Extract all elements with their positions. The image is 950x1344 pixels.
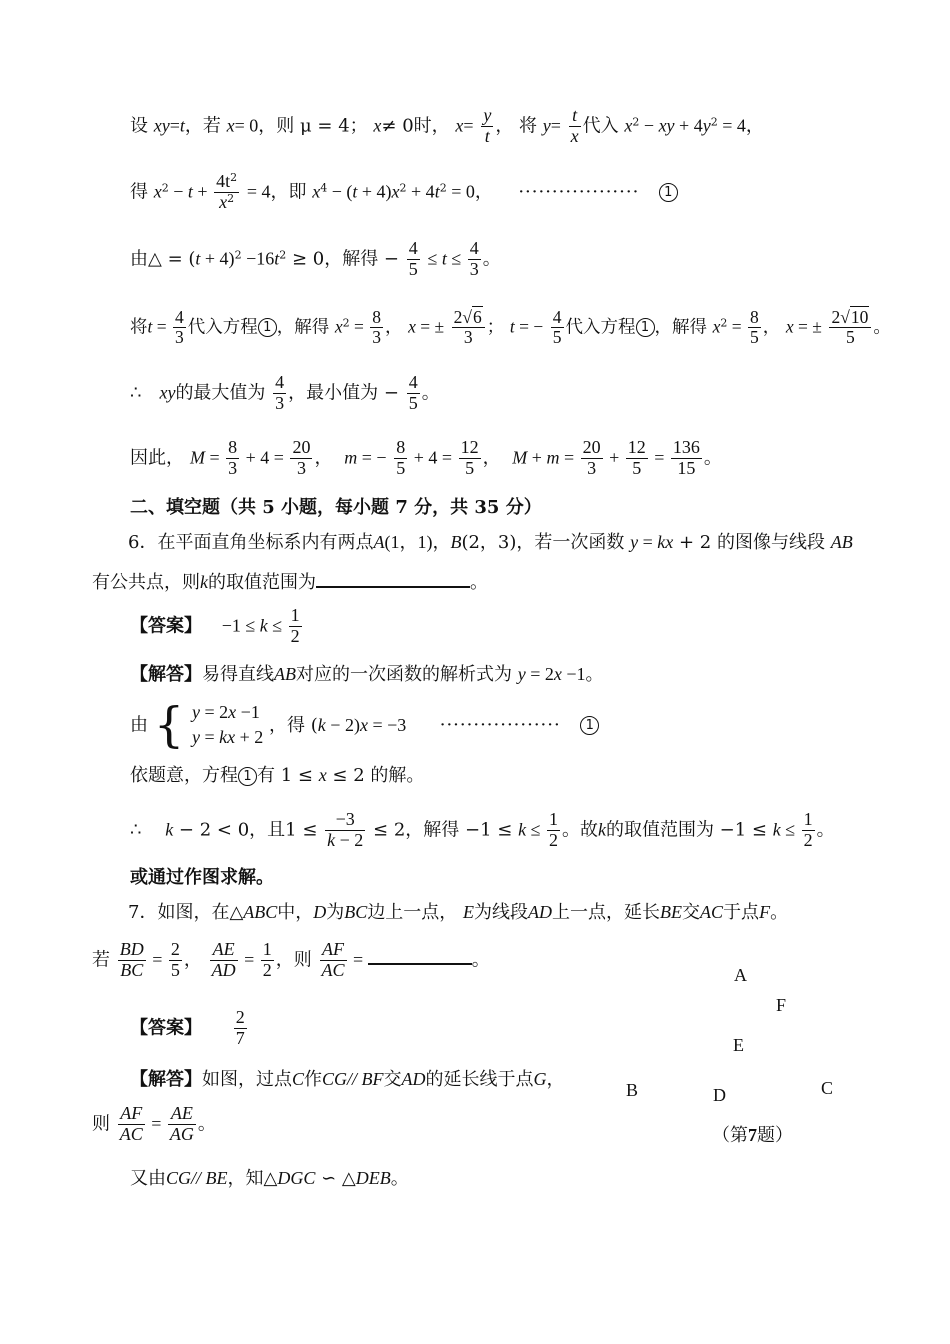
alternative-note: 或通过作图求解。 [130,867,274,888]
condition-line: 依题意，方程 1 有 1 ≤ x ≤ 2 的解。 [130,765,425,786]
answer-6: 【答案】 −1 ≤ k ≤ $\frac{1}{2}$ [130,605,300,646]
figure-label-A: A [734,965,747,985]
solution-label: 【解答】 [130,664,202,685]
fraction-2-5: $\frac{2}{5}$ [170,939,180,980]
fraction-4-3: $\frac{4}{3}$ [175,307,184,348]
fraction-8-5: $\frac{8}{5}$ [750,307,759,348]
figure-caption: （第7题） [712,1125,793,1146]
solution-7-line-1: 【解答】如图，过点C作CG// BF交AD的延长线于点G， [130,1069,565,1090]
answer-label: 【答案】 [130,615,202,637]
fraction-20-3: $\frac{20}{3}$ [582,437,601,478]
line-discriminant: 由△ = $(t + 4)^2 -16t^2 \ge 0$，解得 − $\frac{4}{5}$ ≤ t ≤ $\frac{4}{3}$ 。 [130,238,501,279]
fraction-4-3: $\frac{4}{3}$ [469,238,479,279]
line-substitution: 设 xy=t，若 x= 0，则 μ = 4； x≠ 0时， x= $\frac{y}{t}$ ， 将 y= $\frac{t}{x}$ 代入 $x^2$ − xy + $4y^2 = 4$， [130,105,764,146]
figure-label-C: C [821,1078,834,1098]
solution-6-line-1: 【解答】易得直线AB对应的一次函数的解析式为 y = 2x −1。 [130,664,604,685]
line-M-plus-m: 因此， M = $\frac{8}{3}$ + 4 = $\frac{20}{3}$ ， m = − $\frac{8}{5}$ + 4 = $\frac{12}{5}$ ， M + m = $\frac{20}{3}$ + $\frac{12}{5}$ = $\frac{136}{15}$ 。 [130,437,722,478]
circled-number-1: 1 [659,183,678,202]
question-7-line-2: 若 $\frac{BD}{BC}$ = $\frac{2}{5}$ ， $\frac{AE}{AD}$ = $\frac{1}{2}$ ，则 $\frac{AF}{AC}$ = 。 [92,939,490,980]
fraction-1-2: $\frac{1}{2}$ [262,939,272,980]
figure-label-E: E [733,1035,744,1055]
fraction-2sqrt10-5: $\frac{2√10}{5}$ [829,308,871,348]
fraction-8-5: $\frac{8}{5}$ [396,437,406,478]
answer-blank[interactable] [316,566,470,588]
circled-number-1: 1 [636,318,655,337]
fraction-4-5: $\frac{4}{5}$ [408,238,418,279]
circled-number-1: 1 [258,318,277,337]
fraction-4-3: $\frac{4}{3}$ [275,372,285,413]
fraction-2-7: $\frac{2}{7}$ [235,1007,245,1048]
conclusion-line: ∴ k − 2 < 0，且1 ≤ $\frac{-3}{k - 2}$ ≤ 2，解得 −1 ≤ k ≤ $\frac{1}{2}$ 。故k的取值范围为 −1 ≤ k ≤ $\frac{1}{2}$ 。 [130,809,835,850]
fraction-1-2: $\frac{1}{2}$ [290,605,300,646]
fraction-y-over-t: $\frac{y}{t}$ [483,105,492,146]
fraction-neg3-over-k-2: $\frac{-3}{k - 2}$ [327,809,364,850]
fraction-4t2-over-x2: $\frac{4t^2}{x^2}$ [216,171,238,212]
fraction-4-5: $\frac{4}{5}$ [408,372,418,413]
fraction-1-2: $\frac{1}{2}$ [548,809,558,850]
fraction-AF-AC: $\frac{AF}{AC}$ [321,939,345,980]
fraction-AE-AD: $\frac{AE}{AD}$ [211,939,236,980]
answer-label: 【答案】 [130,1017,202,1039]
solution-7-line-2: 则 $\frac{AF}{AC}$ = $\frac{AE}{AG}$ 。 [92,1103,216,1144]
leader-dots: ·················· [518,181,640,203]
solution-7-line-3: 又由CG// BE，知△DGC ∽ △DEB。 [130,1168,409,1189]
question-7-line-1: 7．如图，在△ABC中，D为BC边上一点， E为线段AD上一点，延长BE交AC于点F。 [128,902,789,923]
figure-label-F: F [776,995,787,1015]
fraction-2sqrt6-3: $\frac{2√6}{3}$ [452,308,485,348]
section-heading: 二、填空题（共 5 小题，每小题 7 分，共 35 分） [130,497,542,518]
fraction-12-5: $\frac{12}{5}$ [627,437,646,478]
question-6-line-2: 有公共点，则k的取值范围为 。 [92,566,488,592]
line-max-min: ∴ xy的最大值为 $\frac{4}{3}$ ，最小值为 − $\frac{4}{5}$ 。 [130,372,440,413]
fraction-AF-AC: $\frac{AF}{AC}$ [119,1103,143,1144]
answer-7 [130,1008,249,1049]
circled-number-1: 1 [580,716,599,735]
fraction-AE-AG: $\frac{AE}{AG}$ [169,1103,194,1144]
circled-number-1: 1 [238,767,257,786]
line-solve-x: 将t = $\frac{4}{3}$ 代入方程 1 ，解得 $x^2$ = $\frac{8}{3}$ ， x = ± $\frac{2√6}{3}$ ； t = − $\frac{4}{5}$ 代入方程 1 ，解得 $x^2$ = $\frac{8}{5}$ ， x = ± $\frac{2√10}{5}$ 。 [130,307,891,348]
fraction-BD-BC: $\frac{BD}{BC}$ [119,939,144,980]
fraction-t-over-x: $\frac{t}{x}$ [570,105,579,146]
line-equation-1: 得 $x^2 - t$ + $\frac{4t^2}{x^2}$ = 4，即 $x^4 - (t + 4)x^2 + 4t^2 = 0$， ·················· 1 [130,172,678,213]
solution-label: 【解答】 [130,1069,202,1090]
fraction-4-5: $\frac{4}{5}$ [552,307,562,348]
figure-label-D: D [713,1085,726,1105]
fraction-1-2: $\frac{1}{2}$ [803,809,813,850]
equation-system: 由 { y = 2x −1 y = kx + 2 ，得 (k − 2)x = −3 ·················· 1 [130,700,599,751]
fraction-136-15: $\frac{136}{15}$ [672,437,700,478]
left-brace: { [153,697,185,754]
figure-label-B: B [626,1080,639,1100]
fraction-12-5: $\frac{12}{5}$ [460,437,479,478]
answer-blank[interactable] [368,943,472,965]
fraction-20-3: $\frac{20}{3}$ [292,437,311,478]
question-6-line-1: 6．在平面直角坐标系内有两点A(1，1)，B(2，3)，若一次函数 y = kx + 2 的图像与线段 AB [128,532,853,553]
fraction-8-3: $\frac{8}{3}$ [228,437,238,478]
leader-dots: ·················· [439,714,561,736]
fraction-8-3: $\frac{8}{3}$ [372,307,381,348]
